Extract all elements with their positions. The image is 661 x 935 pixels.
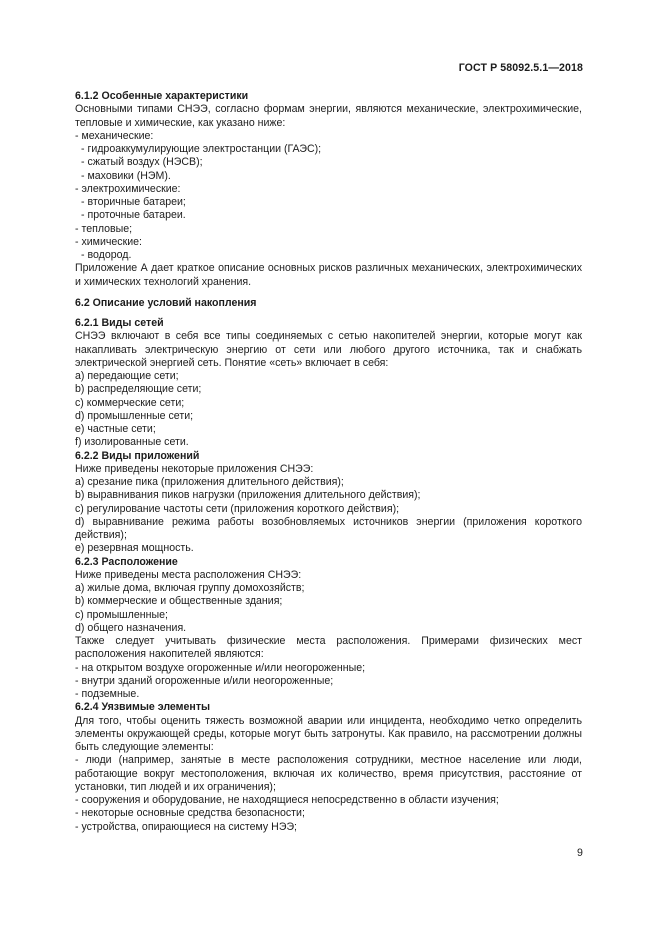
list-item: - механические: — [75, 129, 154, 142]
list-item: d) общего назначения. — [75, 621, 187, 634]
heading-6-2: 6.2 Описание условий накопления — [75, 296, 257, 309]
heading-6-1-2: 6.1.2 Особенные характеристики — [75, 90, 249, 102]
list-locations — [75, 582, 582, 635]
paragraph-physical-locations: Также следует учитывать физические места расположения. Примерами физических мест расположения накопителей являются: — [75, 635, 582, 661]
page-body — [75, 90, 582, 834]
list-item: a) передающие сети; — [75, 370, 179, 382]
list-item: - электрохимические: — [75, 182, 181, 195]
list-item: b) выравнивания пиков нагрузки (приложения длительного действия); — [75, 489, 421, 502]
list-vulnerable-elements — [75, 754, 582, 834]
heading-6-2-4: 6.2.4 Уязвимые элементы — [75, 701, 211, 714]
list-item: - сжатый воздух (НЭСВ); — [81, 156, 203, 169]
list-applications — [75, 476, 582, 556]
list-item: e) частные сети; — [75, 423, 156, 435]
list-item: b) коммерческие и общественные здания; — [75, 595, 283, 608]
paragraph-6-1-2-intro: Основными типами СНЭЭ, согласно формам энергии, являются механические, электрохимические, тепловые и химические, как указано ниже: — [75, 103, 582, 129]
list-item: - вторичные батареи; — [81, 196, 186, 208]
list-item: - подземные. — [75, 688, 140, 700]
list-item: - гидроаккумулирующие электростанции (ГАЭС); — [81, 143, 322, 155]
paragraph-6-2-1: СНЭЭ включают в себя все типы соединяемых с сетью накопителей энергии, которые могут как накапливать электрическую энергию от сети или любого другого источника, так и снабжать электрической энергией сеть. Понятие «сеть» включает в себя: — [75, 330, 582, 369]
paragraph-6-2-2: Ниже приведены некоторые приложения СНЭЭ: — [75, 462, 314, 475]
list-item: - тепловые; — [75, 222, 133, 235]
list-item: d) промышленные сети; — [75, 409, 194, 422]
paragraph-annex-reference: Приложение А дает краткое описание основных рисков различных механических, электрохимических и химических технологий хранения. — [75, 262, 582, 288]
list-item: - водород. — [81, 249, 132, 261]
list-item: - химические: — [75, 235, 142, 248]
list-item: c) коммерческие сети; — [75, 396, 185, 409]
list-item: c) промышленные; — [75, 608, 168, 621]
list-item: a) срезание пика (приложения длительного действия); — [75, 476, 344, 488]
list-item: - некоторые основные средства безопасности; — [75, 807, 305, 820]
list-storage-types — [75, 130, 582, 263]
page-number: 9 — [577, 847, 583, 859]
list-item: f) изолированные сети. — [75, 436, 189, 449]
list-item: - люди (например, занятые в месте расположения сотрудники, местное население или люди, работающие вокруг местоположения, включая их количество, время присутствия, расстояние от установки, тип людей и их ограничения); — [75, 754, 582, 793]
list-networks — [75, 370, 582, 450]
list-item: - на открытом воздухе огороженные и/или неогороженные; — [75, 661, 366, 674]
paragraph-6-2-3: Ниже приведены места расположения СНЭЭ: — [75, 568, 302, 581]
list-item: d) выравнивание режима работы возобновляемых источников энергии (приложения короткого действия); — [75, 515, 582, 541]
heading-6-2-2: 6.2.2 Виды приложений — [75, 449, 200, 462]
list-item: - сооружения и оборудование, не находящиеся непосредственно в области изучения; — [75, 794, 499, 806]
heading-6-2-3: 6.2.3 Расположение — [75, 555, 178, 568]
document-code: ГОСТ Р 58092.5.1—2018 — [458, 62, 583, 74]
list-item: - внутри зданий огороженные и/или неогороженные; — [75, 674, 334, 687]
list-physical-locations — [75, 662, 582, 702]
list-item: a) жилые дома, включая группу домохозяйств; — [75, 582, 305, 594]
heading-6-2-1: 6.2.1 Виды сетей — [75, 317, 164, 329]
list-item: c) регулирование частоты сети (приложения короткого действия); — [75, 502, 400, 515]
list-item: - маховики (НЭМ). — [81, 169, 171, 182]
list-item: b) распределяющие сети; — [75, 383, 202, 396]
list-item: e) резервная мощность. — [75, 542, 194, 555]
paragraph-6-2-4: Для того, чтобы оценить тяжесть возможной аварии или инцидента, необходимо четко определить элементы окружающей среды, которые могут быть затронуты. Как правило, на рассмотрении должны быть следующие элементы: — [75, 714, 582, 753]
list-item: - устройства, опирающиеся на систему НЭЭ; — [75, 820, 297, 833]
list-item: - проточные батареи. — [81, 209, 186, 222]
